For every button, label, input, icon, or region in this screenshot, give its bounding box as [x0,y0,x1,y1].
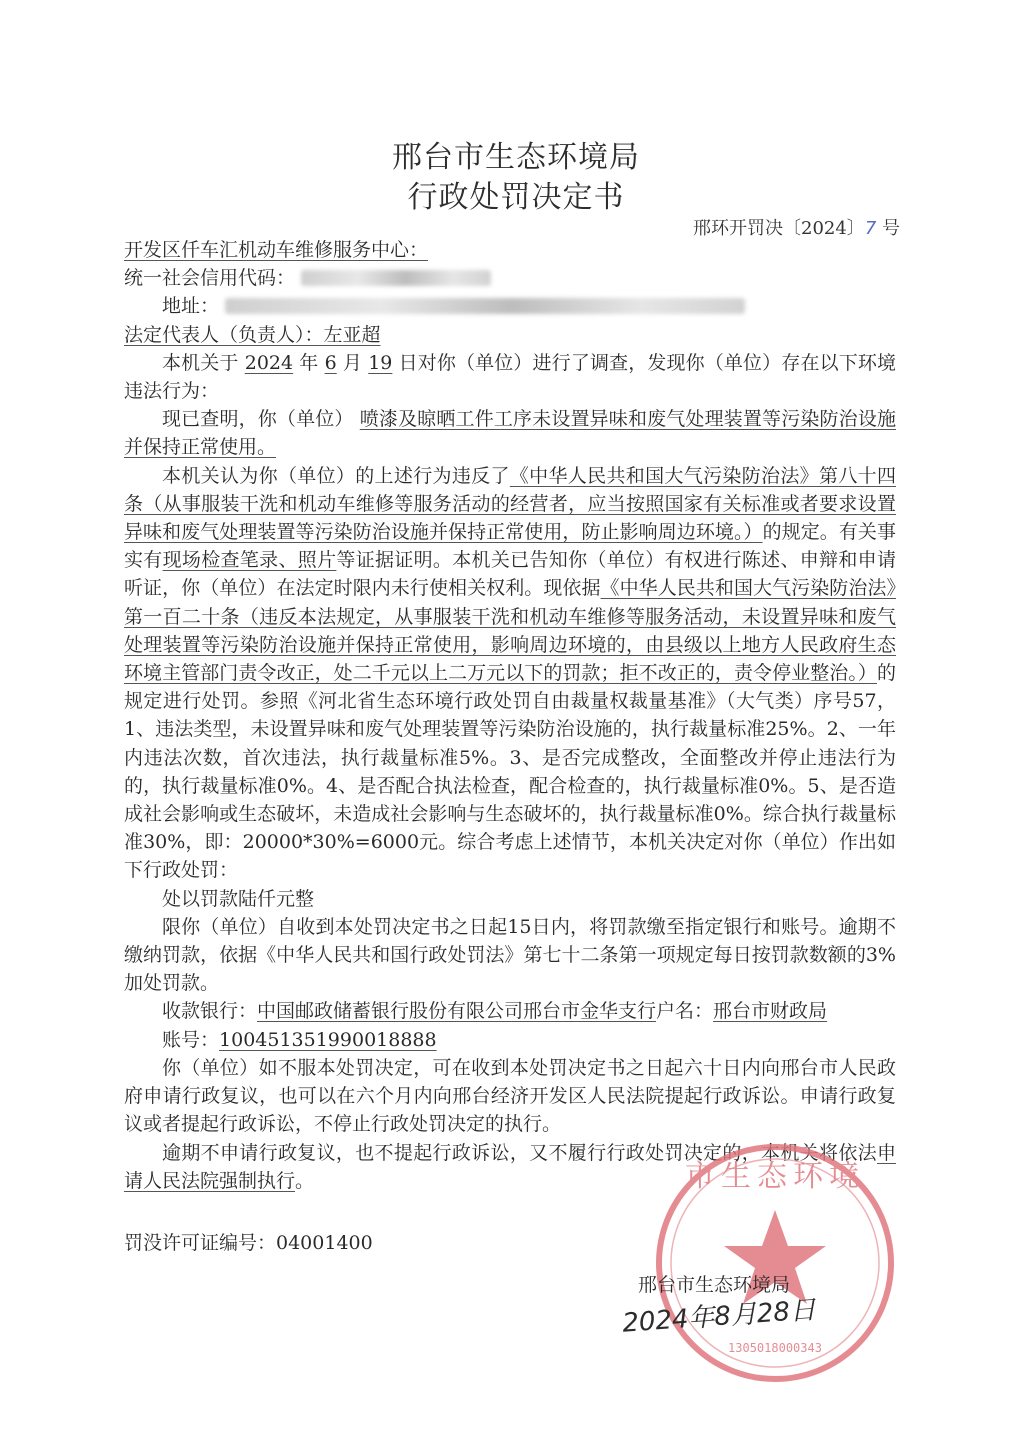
party-name: 开发区仟车汇机动车维修服务中心： [124,239,429,261]
penalty-amount: 处以罚款陆仟元整 [162,887,315,910]
document-number-prefix: 邢环开罚决〔2024〕 [693,218,865,239]
svg-text:市生态环境: 市生态环境 [685,1159,865,1194]
credit-code-label: 统一社会信用代码： [124,267,296,290]
redacted-credit-code [301,270,491,286]
appeal-paragraph: 你（单位）如不服本处罚决定，可在收到本处罚决定书之日起六十日内向邢台市人民政府申请行政复议，也可以在六个月内向邢台经济开发区人民法院提起行政诉讼。申请行政复议或者提起行政诉讼，不停止行政处罚决定的执行。 [124,1056,896,1136]
investigation-day: 19 [368,351,393,374]
investigation-month: 6 [324,351,337,374]
permit-number: 罚没许可证编号：04001400 [124,1231,373,1254]
legal-representative: 法定代表人（负责人）：左亚超 [124,323,381,346]
document-number-value: 7 [864,218,877,239]
account-name: 邢台市财政局 [713,1000,828,1023]
svg-text:1305018000343: 1305018000343 [728,1341,822,1355]
bank-name: 中国邮政储蓄银行股份有限公司邢台市金华支行 [257,1000,657,1023]
official-seal-icon [650,1138,900,1388]
account-line: 账号：10045135199001888​8 [162,1028,437,1051]
account-number: 10045135199001888​8 [219,1028,437,1051]
document-number-suffix: 号 [876,218,900,239]
document-title-type: 行政处罚决定书 [407,180,625,215]
payment-deadline-paragraph: 限你（单位）自收到本处罚决定书之日起15日内，将罚款缴至指定银行和账号。逾期不缴纳罚款，依据《中华人民共和国行政处罚法》第七十二条第一项规定每日按罚款数额的3%加处罚款。 [124,915,896,995]
credit-code-line [124,264,896,292]
violation-detail: 喷漆及晾晒工件工序未设置异味和废气处理装置等污染防治设施并保持正常使用。 [124,408,896,459]
violated-law: 《中华人民共和国大气污染防治法》第八十四条（从事服装干洗和机动车维修等服务活动的经营者，应当按照国家有关标准或者要求设置异味和废气处理装置等污染防治设施并保持正常使用，防止影响周边环境。） [124,464,896,544]
enforcement-paragraph: 逾期不申请行政复议，也不提起行政诉讼，又不履行行政处罚决定的，本机关将依法申请人民法院强制执行。 [124,1141,896,1192]
investigation-year: 2024 [244,351,294,374]
bank-line: 收款银行：中国邮政储蓄银行股份有限公司邢台市金华支行户名：邢台市财政局 [162,1000,828,1023]
address-line [124,292,896,320]
court-enforcement: 申请人民法院强制执行 [124,1141,896,1192]
signing-authority: 邢台市生态环境局 [638,1274,791,1296]
evidence: 现场检查笔录、照片 [162,549,337,572]
address-label: 地址： [162,295,220,318]
signing-date: 2024年8月28日 [621,1295,817,1339]
investigation-paragraph: 本机关于 2024 年 6 月 19 日对你（单位）进行了调查，发现你（单位）存在以下环境违法行为： [124,351,896,403]
document-title-authority: 邢台市生态环境局 [392,140,640,175]
document-body [124,236,896,1257]
legal-analysis-paragraph: 本机关认为你（单位）的上述行为违反了《中华人民共和国大气污染防治法》第八十四条（从事服装干洗和机动车维修等服务活动的经营者，应当按照国家有关标准或者要求设置异味和废气处理装置等污染防治设施并保持正常使用，防止影响周边环境。）的规定。有关事实有现场检查笔录、照片等证据证明。本机关已告知你（单位）有权进行陈述、申辩和申请听证，你（单位）在法定时限内未行使相关权利。现依据《中华人民共和国大气污染防治法》第一百二十条（违反本法规定，从事服装干洗和机动车维修等服务活动，未设置异味和废气处理装置等污染防治设施并保持正常使用，影响周边环境的，由县级以上地方人民政府生态环境主管部门责令改正，处二千元以上二万元以下的罚款；拒不改正的，责令停业整治。）的规定进行处罚。参照《河北省生态环境行政处罚自由裁量权裁量基准》（大气类）序号57，1、违法类型，未设置异味和废气处理装置等污染防治设施的，执行裁量标准25%。2、一年内违法次数，首次违法，执行裁量标准5%。3、是否完成整改，全面整改并停止违法行为的，执行裁量标准0%。4、是否配合执法检查，配合检查的，执行裁量标准0%。5、是否造成社会影响或生态破坏，未造成社会影响与生态破坏的，执行裁量标准0%。综合执行裁量标准30%，即：20000*30%=6000元。综合考虑上述情节，本机关决定对你（单位）作出如下行政处罚： [124,464,896,882]
penalty-basis: 《中华人民共和国大气污染防治法》第一百二十条（违反本法规定，从事服装干洗和机动车维修等服务活动，未设置异味和废气处理装置等污染防治设施并保持正常使用，影响周边环境的，由县级以上地方人民政府生态环境主管部门责令改正，处二千元以上二万元以下的罚款；拒不改正的，责令停业整治。） [124,577,896,685]
finding-paragraph: 现已查明，你（单位） 喷漆及晾晒工件工序未设置异味和废气处理装置等污染防治设施并保持正常使用。 [124,408,896,459]
redacted-address [225,298,745,314]
